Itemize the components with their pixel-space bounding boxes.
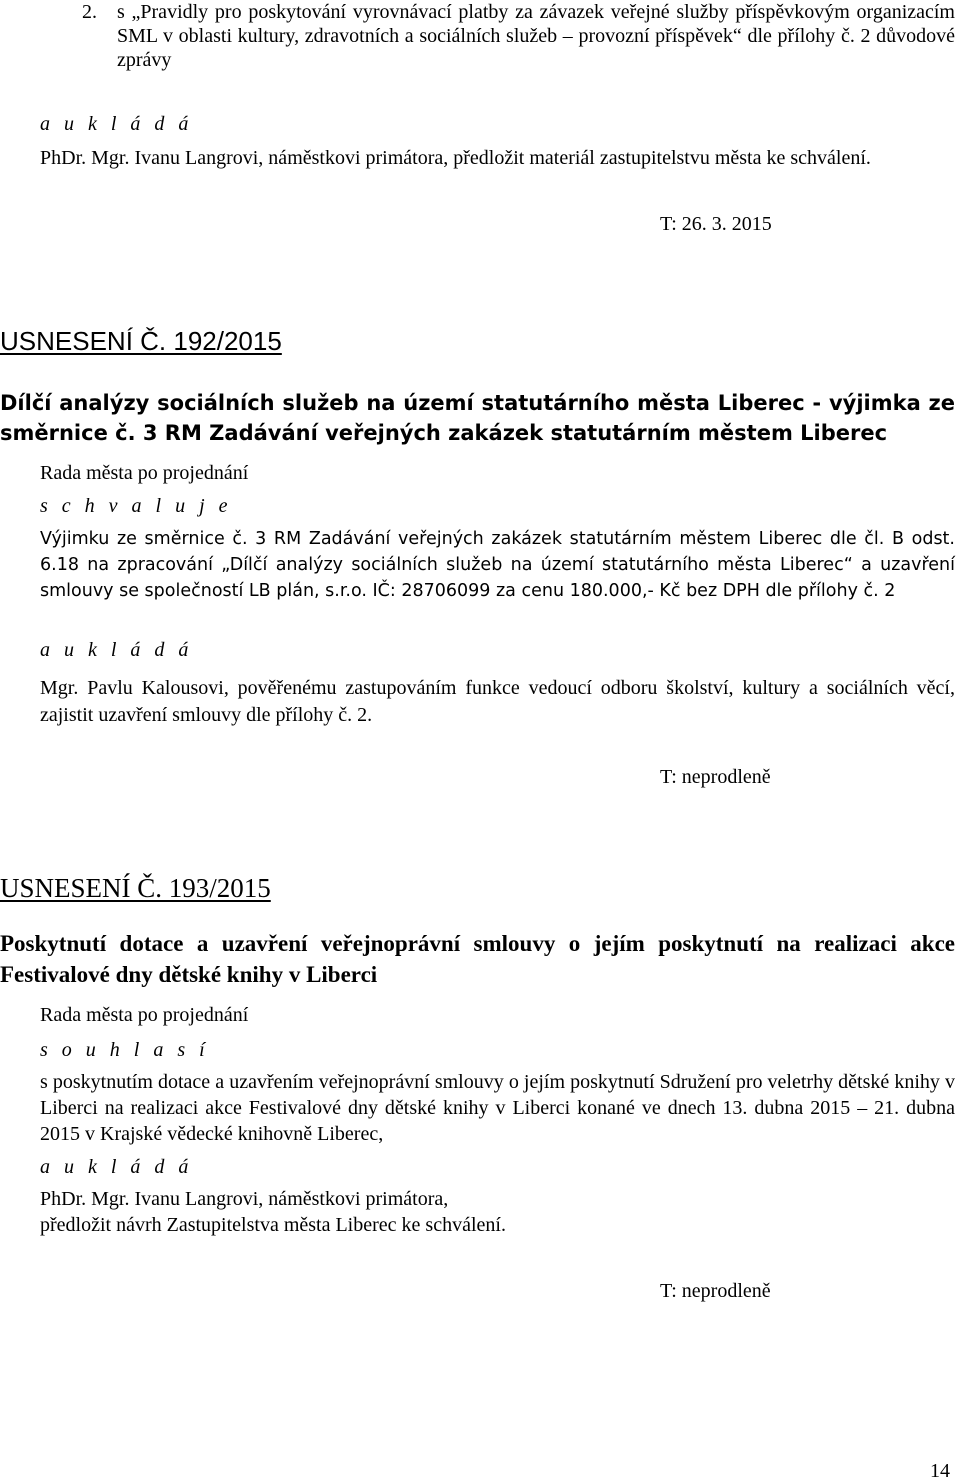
verb-uklada: a u k l á d á bbox=[40, 1156, 193, 1178]
intro-text: Rada města po projednání bbox=[40, 462, 249, 484]
list-item-number: 2. bbox=[82, 1, 97, 23]
page-number: 14 bbox=[930, 1460, 950, 1482]
task-line: PhDr. Mgr. Ivanu Langrovi, náměstkovi primátora, bbox=[40, 1188, 449, 1210]
list-item-2 bbox=[0, 0, 960, 76]
list-item-text: s „Pravidly pro poskytování vyrovnávací platby za závazek veřejné služby příspěvkovým organizacím SML v oblasti kultury, zdravotních a sociálních služeb – provozní příspěvek“ dle přílohy č. 2 důvodové zprávy bbox=[117, 1, 955, 71]
task-text: PhDr. Mgr. Ivanu Langrovi, náměstkovi primátora, předložit materiál zastupitelstvu města ke schválení. bbox=[40, 147, 871, 169]
resolution-title: Dílčí analýzy sociálních služeb na území statutárního města Liberec - výjimka ze směrnice č. 3 RM Zadávání veřejných zakázek statutárním městem Liberec bbox=[0, 391, 955, 445]
consent-text: s poskytnutím dotace a uzavřením veřejnoprávní smlouvy o jejím poskytnutí Sdružení pro veletrhy dětské knihy v Liberci na realizaci akce Festivalové dny dětské knihy v Liberci konané ve dnech 13. dubna 2015 – 21. dubna 2015 v Krajské vědecké knihovně Liberec, bbox=[40, 1071, 955, 1145]
deadline: T: neprodleně bbox=[660, 766, 771, 788]
deadline: T: 26. 3. 2015 bbox=[660, 213, 772, 235]
resolution-title: Poskytnutí dotace a uzavření veřejnoprávní smlouvy o jejím poskytnutí na realizaci akce Festivalové dny dětské knihy v Liberci bbox=[0, 931, 955, 987]
deadline: T: neprodleně bbox=[660, 1280, 771, 1302]
verb-uklada: a u k l á d á bbox=[40, 639, 193, 661]
resolution-heading: USNESENÍ Č. 193/2015 bbox=[0, 873, 271, 903]
verb-souhlasi: s o u h l a s í bbox=[40, 1039, 210, 1061]
task-line: předložit návrh Zastupitelstva města Liberec ke schválení. bbox=[40, 1214, 506, 1236]
approval-text: Výjimku ze směrnice č. 3 RM Zadávání veřejných zakázek statutárním městem Liberec dle čl. B odst. 6.18 na zpracování „Dílčí analýzy sociálních služeb na území statutárního města Liberec“ a uzavření smlouvy se společností LB plán, s.r.o. IČ: 28706099 za cenu 180.000,- Kč bez DPH dle přílohy č. 2 bbox=[40, 529, 955, 601]
intro-text: Rada města po projednání bbox=[40, 1004, 249, 1026]
task-text: Mgr. Pavlu Kalousovi, pověřenému zastupováním funkce vedoucí odboru školství, kultury a sociálních věcí, zajistit uzavření smlouvy dle přílohy č. 2. bbox=[40, 677, 955, 726]
verb-schvaluje: s c h v a l u j e bbox=[40, 495, 233, 517]
resolution-heading: USNESENÍ Č. 192/2015 bbox=[0, 326, 282, 356]
verb-uklada: a u k l á d á bbox=[40, 113, 193, 135]
